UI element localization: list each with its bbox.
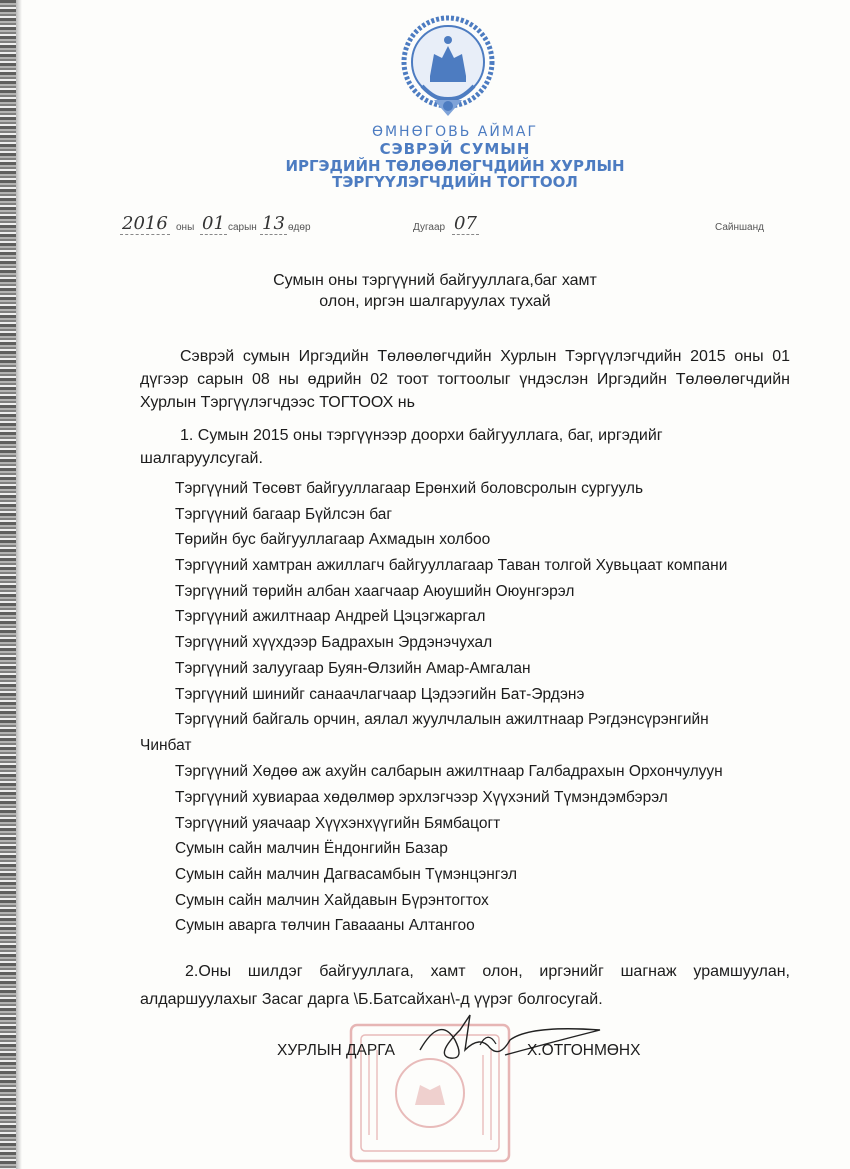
- list-item: Тэргүүний Хөдөө аж ахуйн салбарын ажилтнаар Галбадрахын Орхончулуун: [175, 763, 723, 781]
- title-line-1: Сумын оны тэргүүний байгууллага,баг хамт: [273, 272, 597, 289]
- signatory-role: ХУРЛЫН ДАРГА: [277, 1042, 395, 1059]
- list-item: Тэргүүний залуугаар Буян-Өлзийн Амар-Амгалан: [175, 659, 531, 677]
- list-item: Тэргүүний уяачаар Хүүхэнхүүгийн Бямбацогт: [175, 814, 501, 832]
- scan-binding-shadow: [16, 0, 22, 1169]
- point-1: [140, 424, 790, 470]
- list-item: Тэргүүний ажилтнаар Андрей Цэцэгжаргал: [175, 608, 486, 626]
- document-header: [220, 124, 690, 190]
- date-month-suffix: сарын: [228, 222, 257, 233]
- list-item: Сумын сайн малчин Дагвасамбын Түмэнцэнгэл: [175, 865, 518, 883]
- list-item: Тэргүүний шинийг санаачлагчаар Цэдээгийн Бат-Эрдэнэ: [175, 685, 585, 703]
- number-label: Дугаар: [413, 222, 446, 233]
- point-1-line-2: шалгаруулсугай.: [140, 450, 263, 467]
- list-item: Тэргүүний Төсөвт байгууллагаар Ерөнхий боловсролын сургууль: [175, 480, 644, 497]
- award-list: [140, 476, 790, 939]
- list-item: Сумын аварга төлчин Гаваааны Алтангоо: [175, 917, 475, 935]
- header-sum: СЭВРЭЙ СУМЫН: [379, 140, 531, 158]
- resolution-number: 07: [454, 213, 477, 234]
- list-item: Төрийн бус байгууллагаар Ахмадын холбоо: [175, 531, 491, 549]
- date-month: 01: [202, 213, 225, 234]
- list-item: Тэргүүний хувиараа хөдөлмөр эрхлэгчээр Хүүхэний Түмэндэмбэрэл: [175, 788, 668, 806]
- list-item-long-line-2: Чинбат: [140, 737, 192, 755]
- place-name: Сайншанд: [715, 222, 764, 233]
- date-year: 2016: [122, 213, 168, 234]
- list-item: Тэргүүний төрийн албан хаагчаар Аюушийн Оюунгэрэл: [175, 582, 575, 600]
- point-2: 2.Оны шилдэг байгууллага, хамт олон, иргэнийг шагнаж урамшуулан, алдаршуулахыг Засаг дарга \Б.Батсайхан\-д үүрэг болгосугай.: [140, 963, 790, 1008]
- handwritten-signature-icon: [410, 1010, 610, 1070]
- date-day-suffix: өдөр: [288, 222, 311, 233]
- header-council: ИРГЭДИЙН ТӨЛӨӨЛӨГЧДИЙН ХУРЛЫН: [285, 157, 625, 175]
- list-item: Тэргүүний багаар Бүйлсэн баг: [175, 505, 393, 523]
- list-item-long-line-1: Тэргүүний байгаль орчин, аялал жуулчлалын ажилтнаар Рэгдэнсүрэнгийн: [175, 711, 709, 729]
- date-day: 13: [262, 213, 285, 234]
- date-year-suffix: оны: [176, 222, 195, 233]
- mongolia-state-emblem-icon: [400, 14, 496, 120]
- scan-binding-edge: [0, 0, 16, 1169]
- list-item: Тэргүүний хамтран ажиллагч байгууллагаар Таван толгой Хувьцаат компани: [175, 557, 728, 575]
- preamble-paragraph: Сэврэй сумын Иргэдийн Төлөөлөгчдийн Хурлын Тэргүүлэгчдийн 2015 оны 01 дүгээр сарын 08 ны өдрийн 02 тоот тогтоолыг үндэслэн Иргэдийн Төлөөлөгчдийн Хурлын Тэргүүлэгчдээс ТОГТООХ нь: [140, 348, 790, 411]
- header-resolution: ТЭРГҮҮЛЭГЧДИЙН ТОГТООЛ: [332, 173, 578, 191]
- header-aimag: ӨМНӨГОВЬ АЙМАГ: [371, 124, 539, 140]
- resolution-title: [220, 270, 650, 312]
- list-item: Тэргүүний хүүхдээр Бадрахын Эрдэнэчухал: [175, 634, 493, 652]
- list-item: Сумын сайн малчин Ёндонгийн Базар: [175, 840, 448, 858]
- point-1-line-1: 1. Сумын 2015 оны тэргүүнээр доорхи байгууллага, баг, иргэдийг: [180, 427, 663, 444]
- title-line-2: олон, иргэн шалгаруулах тухай: [319, 293, 551, 310]
- list-item-long: [140, 707, 790, 759]
- date-line: [120, 213, 780, 237]
- list-item: Сумын сайн малчин Хайдавын Бүрэнтогтох: [175, 891, 489, 909]
- signatory-name: Х.ОТГОНМӨНХ: [527, 1042, 641, 1059]
